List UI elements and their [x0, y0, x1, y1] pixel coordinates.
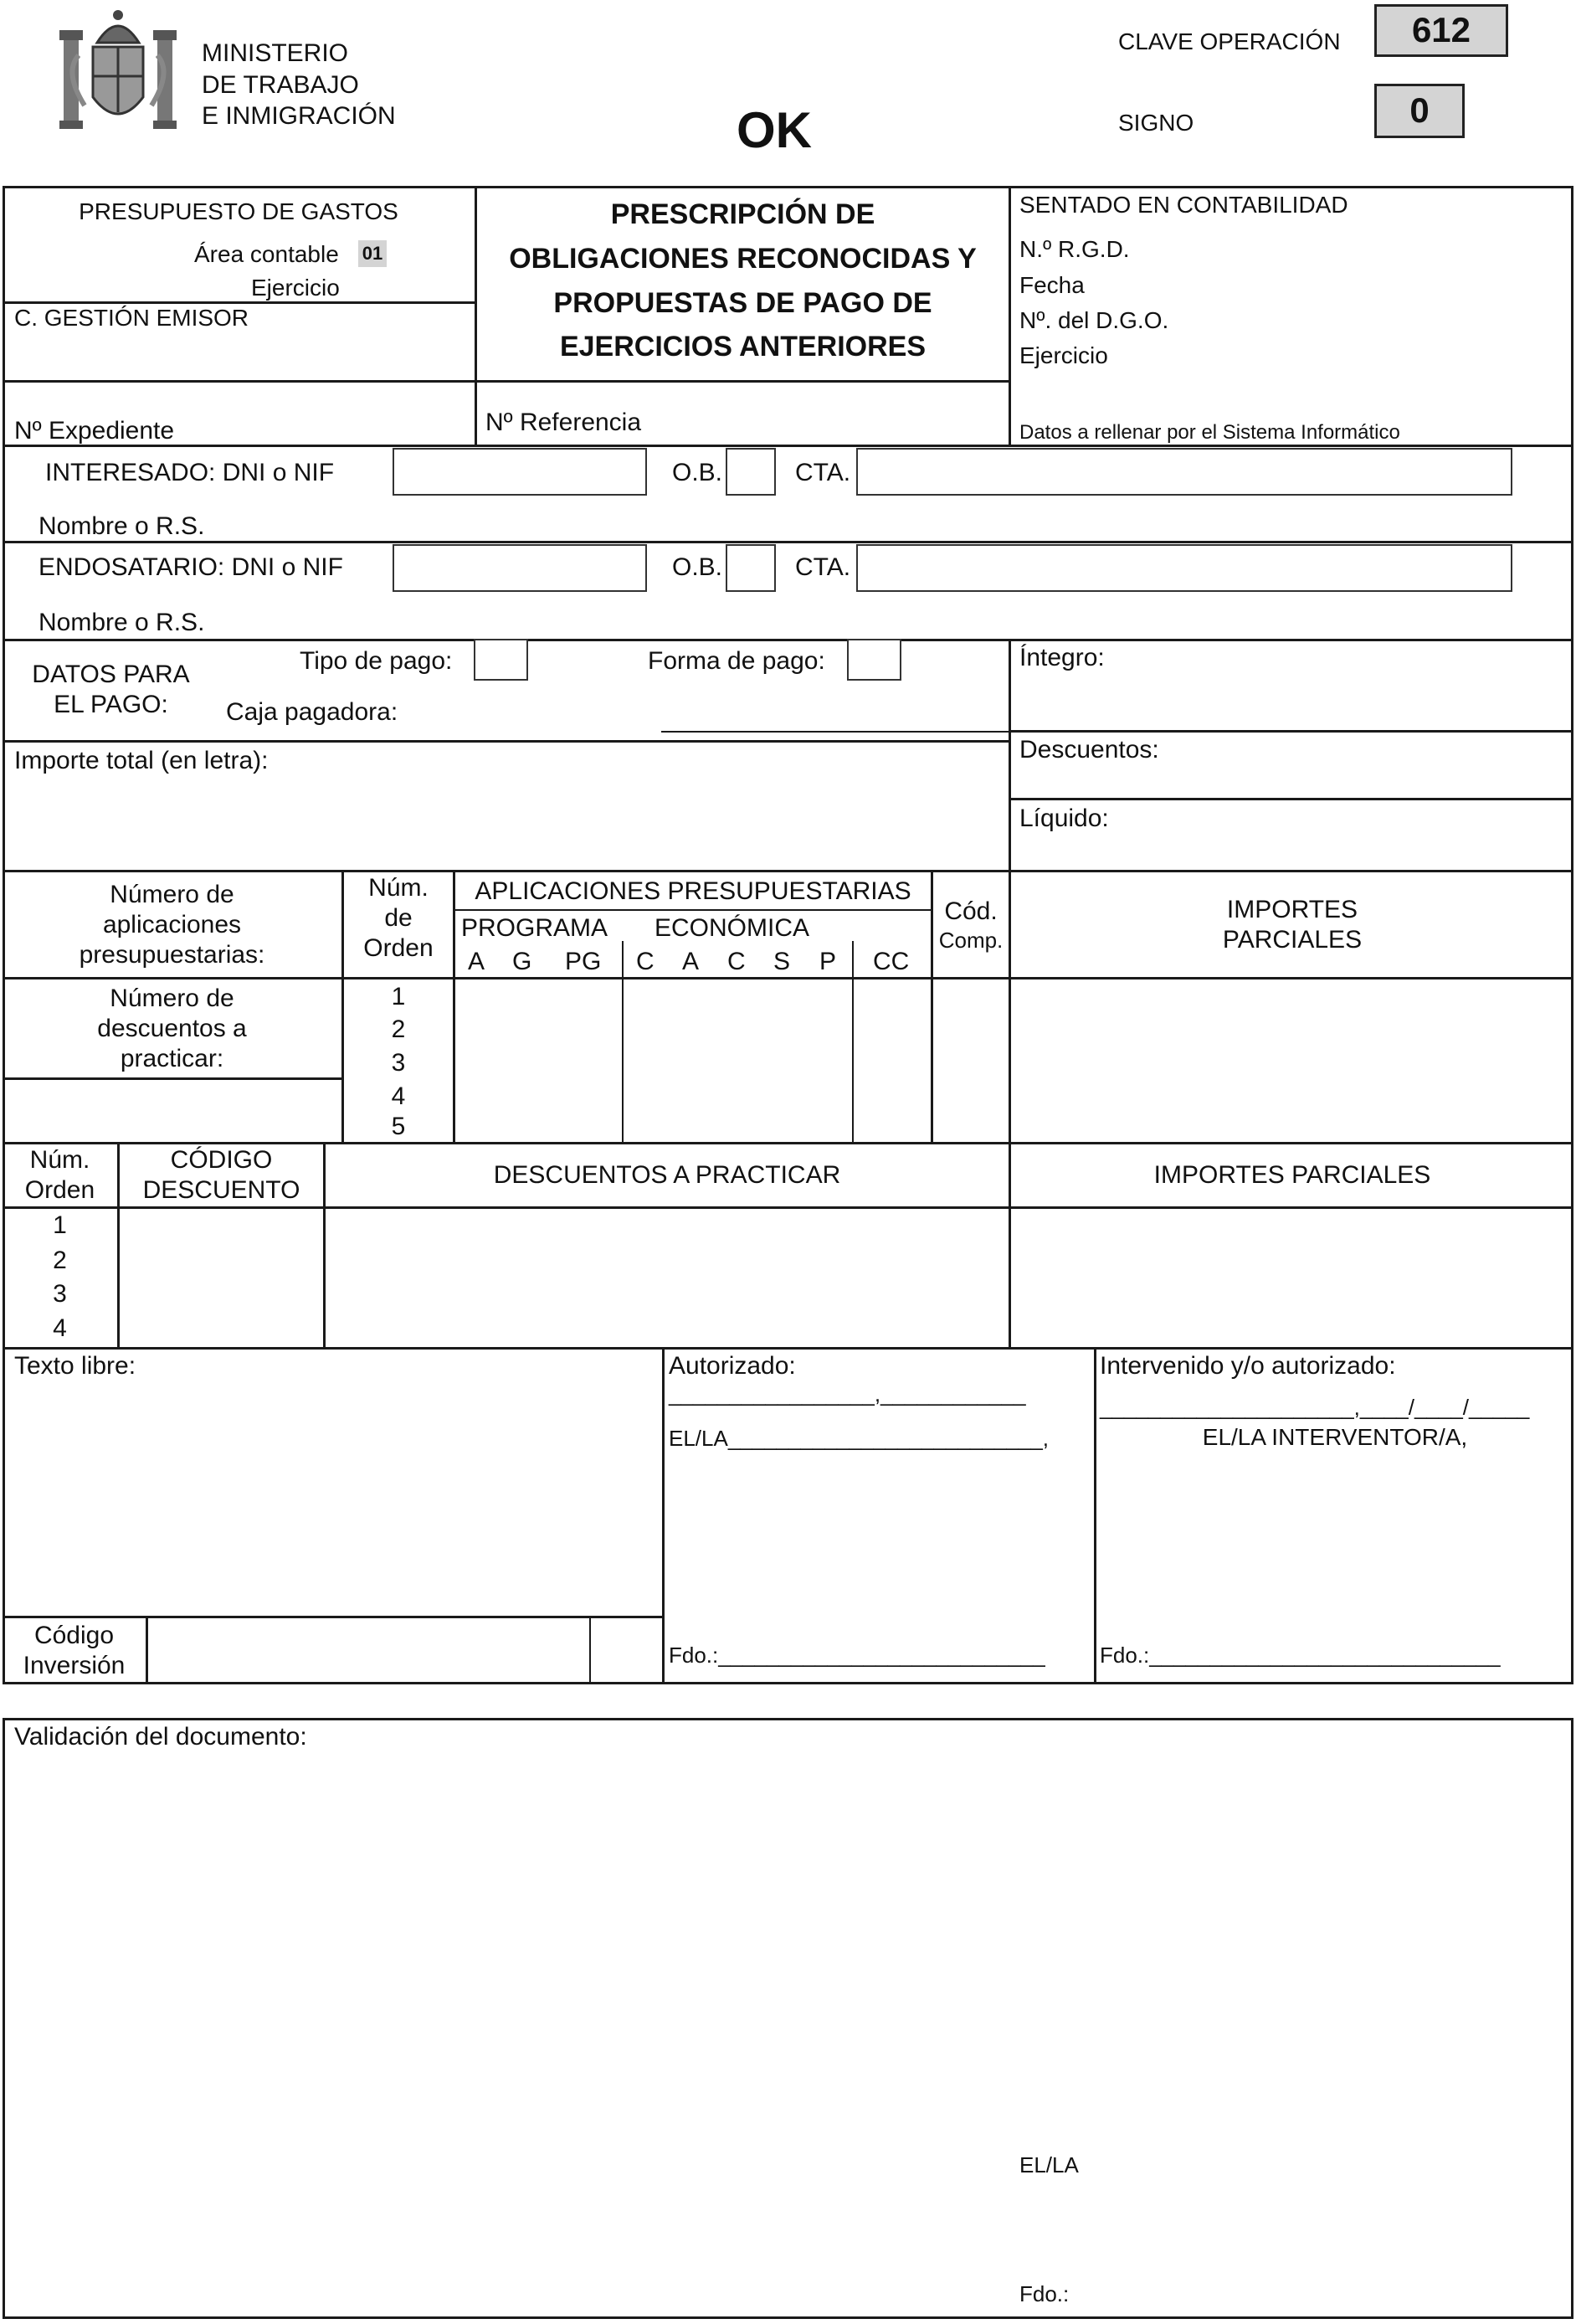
programa-label: PROGRAMA: [461, 914, 608, 942]
descuento-row-4: 4: [53, 1314, 67, 1342]
liquido-label: Líquido:: [1019, 805, 1109, 832]
tipo-pago-input[interactable]: [474, 639, 528, 681]
cod-label: Cód.: [944, 897, 998, 925]
aplicacion-row-3: 3: [391, 1049, 406, 1077]
caja-pagadora-label: Caja pagadora:: [226, 698, 398, 726]
codigo-descuento-2: DESCUENTO: [142, 1176, 300, 1204]
datos-pago-1: DATOS PARA: [32, 661, 190, 688]
desc-importes-header: IMPORTES PARCIALES: [1153, 1161, 1431, 1189]
descuento-row-2: 2: [53, 1247, 67, 1274]
ella-autorizado-line[interactable]: EL/LA__________________________,: [669, 1426, 1050, 1451]
caja-pagadora-line[interactable]: [661, 731, 1009, 733]
signo-field[interactable]: [1374, 84, 1465, 138]
fecha-label: Fecha: [1019, 272, 1085, 298]
endosatario-cta-label: CTA.: [795, 553, 851, 581]
descuento-row-1: 1: [53, 1211, 67, 1239]
num-aplicaciones-1: Número de: [110, 881, 234, 908]
num-descuentos-3: practicar:: [120, 1045, 224, 1072]
endosatario-nif-input[interactable]: [393, 544, 647, 592]
interesado-label: INTERESADO: DNI o NIF: [45, 459, 335, 486]
descuento-row-3: 3: [53, 1280, 67, 1308]
ministry-line-3: E INMIGRACIÓN: [202, 102, 396, 130]
interesado-cta-label: CTA.: [795, 459, 851, 486]
num-aplicaciones-3: presupuestarias:: [79, 941, 265, 969]
comp-label: Comp.: [938, 928, 1004, 953]
expediente-label: Nº Expediente: [14, 417, 175, 445]
interesado-nif-input[interactable]: [393, 448, 647, 496]
num-orden-2: de: [384, 904, 413, 932]
num-descuentos-1: Número de: [110, 985, 234, 1012]
gestion-emisor-label: C. GESTIÓN EMISOR: [14, 305, 249, 331]
sistema-note: Datos a rellenar por el Sistema Informático: [1019, 421, 1400, 444]
aplicacion-row-5: 5: [391, 1113, 406, 1140]
interventor-label: EL/LA INTERVENTOR/A,: [1202, 1424, 1468, 1450]
form-title-1: PRESCRIPCIÓN DE: [610, 198, 875, 230]
referencia-label: Nº Referencia: [485, 409, 642, 436]
clave-operacion-value: 612: [1411, 10, 1471, 49]
validacion-section: [3, 1718, 1573, 2319]
area-contable-label: Área contable: [194, 241, 339, 267]
eco-col-a: A: [682, 948, 700, 975]
area-contable-value: 01: [362, 243, 383, 264]
codigo-inversion-2: Inversión: [23, 1652, 126, 1679]
descuentos-practicar-header: DESCUENTOS A PRACTICAR: [493, 1161, 841, 1189]
interesado-ob-label: O.B.: [672, 459, 723, 486]
clave-operacion-field[interactable]: [1374, 4, 1508, 57]
desc-num-orden-1: Núm.: [29, 1146, 90, 1174]
fdo-intervenido-line[interactable]: Fdo.:_____________________________: [1100, 1643, 1501, 1668]
form-title-2: OBLIGACIONES RECONOCIDAS Y: [509, 243, 977, 275]
aplicacion-row-1: 1: [391, 983, 406, 1010]
validacion-label: Validación del documento:: [14, 1723, 307, 1751]
aplicaciones-header: APLICACIONES PRESUPUESTARIAS: [475, 877, 911, 905]
eco-col-c2: C: [727, 948, 746, 975]
form-title-3: PROPUESTAS DE PAGO DE: [553, 287, 932, 319]
ok-label: OK: [737, 102, 812, 158]
eco-col-s: S: [773, 948, 791, 975]
ejercicio-sentado-label: Ejercicio: [1019, 342, 1108, 368]
num-descuentos-2: descuentos a: [97, 1015, 247, 1042]
ejercicio-label: Ejercicio: [251, 275, 340, 301]
intervenido-label: Intervenido y/o autorizado:: [1100, 1352, 1396, 1380]
num-aplicaciones-2: aplicaciones: [102, 911, 242, 938]
endosatario-label: ENDOSATARIO: DNI o NIF: [39, 553, 343, 581]
signo-value: 0: [1409, 90, 1430, 130]
validacion-ella-label: EL/LA: [1019, 2152, 1079, 2177]
endosatario-cta-input[interactable]: [856, 544, 1512, 592]
aplicacion-row-2: 2: [391, 1015, 406, 1043]
num-orden-3: Orden: [363, 934, 434, 962]
prog-col-g: G: [512, 948, 532, 975]
importes-parciales-2: PARCIALES: [1222, 926, 1363, 954]
endosatario-nombre-label: Nombre o R.S.: [39, 609, 205, 636]
autorizado-label: Autorizado:: [669, 1352, 796, 1380]
forma-pago-input[interactable]: [847, 639, 901, 681]
desc-num-orden-2: Orden: [24, 1176, 95, 1204]
area-contable-field[interactable]: [358, 240, 387, 267]
interesado-cta-input[interactable]: [856, 448, 1512, 496]
rgd-label: N.º R.G.D.: [1019, 236, 1130, 262]
endosatario-ob-input[interactable]: [726, 544, 776, 592]
dgo-label: Nº. del D.G.O.: [1019, 307, 1169, 333]
sentado-label: SENTADO EN CONTABILIDAD: [1019, 192, 1348, 218]
economica-label: ECONÓMICA: [655, 914, 810, 942]
eco-col-p: P: [819, 948, 837, 975]
tipo-pago-label: Tipo de pago:: [300, 647, 453, 675]
codigo-inversion-1: Código: [33, 1622, 115, 1649]
prog-col-a: A: [468, 948, 485, 975]
forma-pago-label: Forma de pago:: [648, 647, 825, 675]
signo-label: SIGNO: [1118, 110, 1194, 136]
aplicacion-row-4: 4: [391, 1082, 406, 1110]
num-orden-1: Núm.: [368, 874, 429, 902]
endosatario-ob-label: O.B.: [672, 553, 723, 581]
interesado-ob-input[interactable]: [726, 448, 776, 496]
descuentos-label: Descuentos:: [1019, 736, 1159, 764]
form-title-4: EJERCICIOS ANTERIORES: [559, 331, 927, 362]
importe-total-label: Importe total (en letra):: [14, 747, 269, 774]
validacion-fdo-label: Fdo.:: [1019, 2281, 1070, 2306]
autorizado-line[interactable]: _________________,____________: [669, 1381, 1026, 1406]
intervenido-line[interactable]: _____________________,____/____/_____: [1100, 1395, 1530, 1420]
texto-libre-label: Texto libre:: [14, 1352, 136, 1380]
clave-operacion-label: CLAVE OPERACIÓN: [1118, 28, 1341, 54]
fdo-autorizado-line[interactable]: Fdo.:___________________________: [669, 1643, 1045, 1668]
prog-col-pg: PG: [565, 948, 602, 975]
ministry-line-2: DE TRABAJO: [202, 71, 359, 99]
presupuesto-label: PRESUPUESTO DE GASTOS: [79, 198, 398, 224]
integro-label: Íntegro:: [1019, 644, 1105, 671]
eco-col-cc: CC: [873, 948, 910, 975]
datos-pago-2: EL PAGO:: [54, 691, 168, 718]
eco-col-c1: C: [636, 948, 655, 975]
codigo-descuento-1: CÓDIGO: [170, 1146, 273, 1174]
coat-of-arms-logo: [55, 5, 181, 132]
importes-parciales-1: IMPORTES: [1226, 896, 1358, 923]
ministry-line-1: MINISTERIO: [202, 39, 349, 67]
interesado-nombre-label: Nombre o R.S.: [39, 512, 205, 540]
